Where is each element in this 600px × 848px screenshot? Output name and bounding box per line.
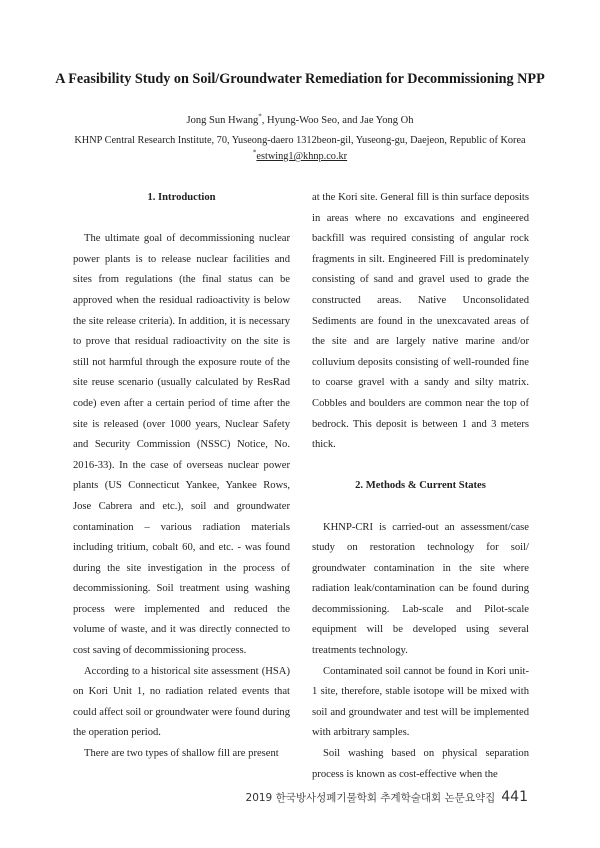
email-mark: *: [252, 148, 257, 157]
author-primary: Jong Sun Hwang: [186, 115, 259, 126]
author-line: [40, 112, 560, 126]
left-column: [73, 188, 290, 765]
intro-paragraph-1: The ultimate goal of decommissioning nuclear power plants is to release nuclear facilities and sites from regulations (the final status can be approved when the residual radioactivity is below the site release criteria). In addition, it is necessary to prove that residual radioactivity on the site is still not harmful through the exposure route of the site reuse scenario (usually calculated by ResRad code) even after a certain period of time after the site is released (over 1000 years, Nuclear Safety and Security Commission (NSSC) Notice, No. 2016-33). In the case of overseas nuclear power plants (US Connecticut Yankee, Yankee Rows, Jose Cabrera and etc.), soil and groundwater contamination – various radiation materials including tritium, cobalt 60, and etc. - was found during the site investigation in the process of decommissioning. Soil treatment using washing process were implemented and reduced the volume of waste, and it was directly connected to cost saving of decommissioning process.: [73, 233, 290, 657]
email-link[interactable]: estwing1@khnp.co.kr: [256, 151, 348, 162]
methods-paragraph-3: Soil washing based on physical separation process is known as cost-effective when the: [312, 748, 529, 780]
right-column: [312, 188, 529, 785]
intro-paragraph-3-continued: at the Kori site. General fill is thin surface deposits in areas where no excavations and engineered backfill was required consisting of angular rock fragments in silt. Engineered Fill is predominately consisting of sand and gravel used to grade the constructed areas. Native Unconsolidated Sediments are found in the unexcavated areas of the site and are largely native marine and/or colluvium deposits consisting of well-rounded fine to coarse gravel with a sandy and silty matrix. Cobbles and boulders are common near the top of bedrock. This deposit is between 1 and 3 meters thick.: [312, 192, 529, 451]
corresponding-mark: *: [258, 112, 262, 121]
author-others: , Hyung-Woo Seo, and Jae Yong Oh: [261, 115, 414, 126]
intro-paragraph-2: According to a historical site assessment (HSA) on Kori Unit 1, no radiation related events that could affect soil or groundwater were found during the operation period.: [73, 665, 290, 739]
paper-title: A Feasibility Study on Soil/Groundwater Remediation for Decommissioning NPP: [55, 71, 545, 87]
page-footer: [246, 789, 528, 805]
methods-paragraph-2: Contaminated soil cannot be found in Kori unit-1 site, therefore, stable isotope will be mixed with soil and groundwater and test will be implemented with arbitrary samples.: [312, 665, 529, 739]
section-heading-methods: 2. Methods & Current States: [355, 480, 486, 492]
contact-email: [40, 148, 560, 162]
methods-paragraph-1: KHNP-CRI is carried-out an assessment/case study on restoration technology for soil/ groundwater contamination in the site where radiation leak/contamination can be found during decommissioning. Lab-scale and Pilot-scale equipment will be developed using several treatments technology.: [312, 521, 529, 657]
section-heading-introduction: 1. Introduction: [147, 192, 216, 203]
conference-name: 2019 한국방사성폐기물학회 추계학술대회 논문요약집: [245, 792, 496, 804]
intro-paragraph-3-start: There are two types of shallow fill are present: [84, 748, 279, 760]
affiliation: KHNP Central Research Institute, 70, Yuseong-daero 1312beon-gil, Yuseong-gu, Daejeon, Republic of Korea: [74, 135, 526, 146]
page-number: 441: [501, 789, 528, 805]
